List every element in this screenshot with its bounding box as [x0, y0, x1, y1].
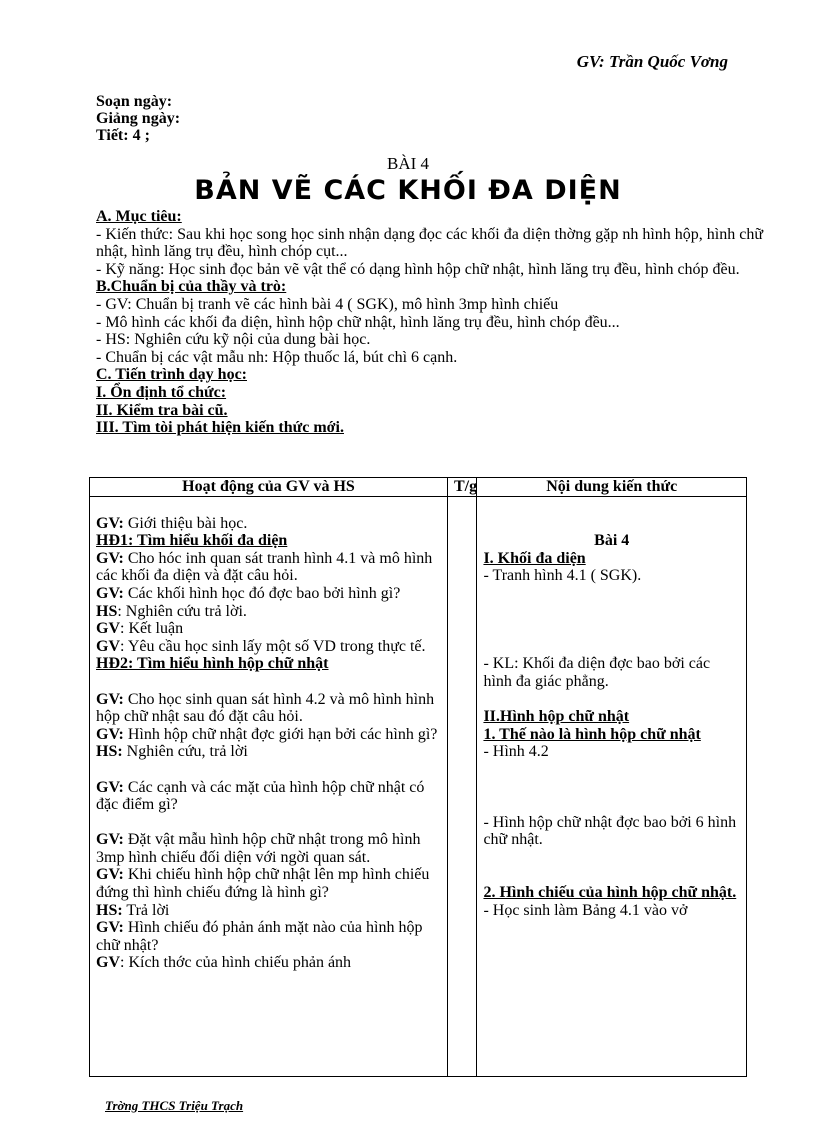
content-cell [477, 497, 747, 1077]
speaker-label: GV: [96, 725, 124, 743]
preparation-item: - Mô hình các khối đa diện, hình hộp chữ nhật, hình lăng trụ đều, hình chóp đều... [96, 313, 620, 331]
preparation-item: - GV: Chuẩn bị tranh vẽ các hình bài 4 ( SGK), mô hình 3mp hình chiếu [96, 295, 559, 313]
lesson-meta [96, 93, 180, 144]
activity-text: Cho học sinh quan sát hình 4.2 và mô hình hình hộp chữ nhật sau đó đặt câu hỏi. [96, 690, 435, 726]
activity-text: Giới thiệu bài học. [123, 514, 248, 532]
speaker-label: HS: [96, 901, 123, 919]
speaker-label: GV: [96, 919, 124, 937]
preparation-heading: B.Chuẩn bị của thầy và trò: [96, 278, 287, 296]
content-item: - Tranh hình 4.1 ( SGK). [483, 567, 642, 585]
activity-heading-1: HĐ1: Tìm hiểu khối đa diện [96, 532, 288, 550]
speaker-label: HS [96, 602, 118, 620]
speaker-label: GV: [96, 584, 124, 602]
speaker-label: GV: [96, 549, 124, 567]
speaker-label: HS: [96, 743, 123, 761]
procedure-step-2: II. Kiểm tra bài cũ. [96, 401, 228, 419]
teacher-name: GV: Trần Quốc Vơng [576, 52, 728, 71]
speaker-label: GV: [96, 831, 124, 849]
procedure-step-1: I. Ổn định tổ chức: [96, 383, 227, 401]
speaker-label: GV [96, 620, 120, 638]
content-subsection-2-2: 2. Hình chiếu của hình hộp chữ nhật. [483, 884, 737, 902]
header-content: Nội dung kiến thức [477, 478, 747, 497]
content-section-2: II.Hình hộp chữ nhật [483, 708, 630, 726]
procedure-heading: C. Tiến trình dạy học: [96, 366, 247, 384]
activity-text: : Yêu cầu học sinh lấy một số VD trong thực tế. [120, 637, 426, 655]
speaker-label: GV: [96, 778, 124, 796]
lesson-number: BÀI 4 [386, 154, 430, 173]
activity-text: Hình hộp chữ nhật đợc giới hạn bởi các hình gì? [123, 725, 438, 743]
speaker-label: GV: [96, 514, 124, 532]
lesson-body [96, 208, 776, 437]
content-section-1: I. Khối đa diện [483, 549, 586, 567]
lesson-title: BẢN VẼ CÁC KHỐI ĐA DIỆN [194, 175, 622, 206]
content-lesson-title: Bài 4 [594, 532, 630, 550]
lesson-plan-table [89, 477, 747, 1077]
content-item: - Học sinh làm Bảng 4.1 vào vở [483, 901, 688, 919]
content-subsection-2-1: 1. Thế nào là hình hộp chữ nhật [483, 725, 701, 743]
activity-text: Hình chiếu đó phản ánh mặt nào của hình hộp chữ nhật? [96, 919, 423, 954]
activity-text: Đặt vật mẫu hình hộp chữ nhật trong mô hình 3mp hình chiếu đối diện với ngời quan sát. [96, 831, 421, 866]
table-row [90, 497, 747, 1077]
activity-text: Khi chiếu hình hộp chữ nhật lên mp hình chiếu đứng thì hình chiếu đứng là hình gì? [96, 866, 430, 902]
activity-text: Trả lời [122, 901, 170, 919]
teach-date-label: Giảng ngày: [96, 110, 181, 127]
activity-text: : Kích thớc của hình chiếu phản ánh [120, 954, 352, 972]
speaker-label: GV: [96, 690, 124, 708]
school-footer: Trờng THCS Triệu Trạch [105, 1098, 244, 1113]
activity-text: Cho hóc inh quan sát tranh hình 4.1 và mô hình các khối đa diện và đặt câu hỏi. [96, 549, 433, 585]
header-time: T/g [447, 478, 476, 497]
preparation-item: - HS: Nghiên cứu kỹ nội của dung bài học. [96, 331, 371, 349]
objective-skill: - Kỹ năng: Học sinh đọc bản vẽ vật thể có dạng hình hộp chữ nhật, hình lăng trụ đều, hình chóp đều. [96, 260, 740, 278]
activity-heading-2: HĐ2: Tìm hiểu hình hộp chữ nhật [96, 655, 329, 673]
period-label: Tiết: 4 ; [96, 127, 150, 144]
procedure-step-3: III. Tìm tòi phát hiện kiến thức mới. [96, 419, 344, 437]
activity-text: Các cạnh và các mặt của hình hộp chữ nhật có đặc điểm gì? [96, 778, 425, 814]
preparation-item: - Chuẩn bị các vật mẫu nh: Hộp thuốc lá, bút chì 6 cạnh. [96, 348, 458, 366]
speaker-label: GV: [96, 866, 124, 884]
activity-text: Các khối hình học đó đợc bao bởi hình gì? [123, 584, 401, 602]
header-activities: Hoạt động của GV và HS [90, 478, 448, 497]
objective-knowledge: - Kiến thức: Sau khi học song học sinh nhận dạng đọc các khối đa diện thờng gặp nh hình hộp, hình chữ nhật, hình lăng trụ đều, hình chóp cụt... [96, 225, 764, 261]
activity-text: : Nghiên cứu trả lời. [117, 602, 247, 620]
activity-text: : Kết luận [120, 620, 184, 638]
prep-date-label: Soạn ngày: [96, 93, 173, 110]
content-conclusion: - KL: Khối đa diện đợc bao bởi các hình đa giác phẳng. [483, 655, 711, 690]
objectives-heading: A. Mục tiêu: [96, 208, 182, 225]
speaker-label: GV [96, 637, 120, 655]
activities-cell [90, 497, 448, 1077]
activity-text: Nghiên cứu, trả lời [122, 743, 248, 761]
content-item: - Hình 4.2 [483, 743, 549, 761]
time-cell [447, 497, 476, 1077]
speaker-label: GV [96, 954, 120, 972]
content-conclusion: - Hình hộp chữ nhật đợc bao bởi 6 hình chữ nhật. [483, 813, 737, 849]
table-header-row [90, 478, 747, 497]
